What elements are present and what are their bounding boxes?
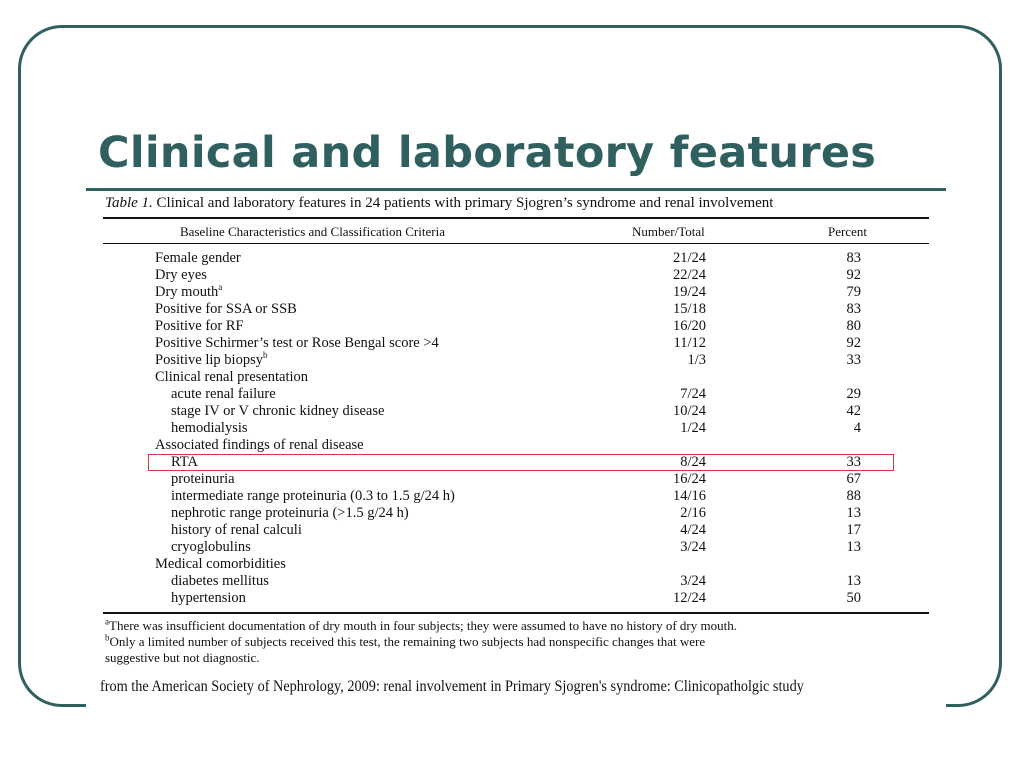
header-number: Number/Total <box>632 224 705 239</box>
row-number-total: 16/20 <box>672 318 706 334</box>
table-row <box>86 522 946 539</box>
row-percent: 79 <box>846 284 861 300</box>
row-label-text: diabetes mellitus <box>171 573 269 589</box>
row-number-total: 15/18 <box>672 301 706 317</box>
row-label <box>171 522 302 539</box>
table-row <box>86 573 946 590</box>
row-label <box>171 403 384 420</box>
footnote-b-mark: b <box>105 632 110 643</box>
slide-title: Clinical and laboratory features <box>98 128 877 178</box>
table-row <box>86 556 946 573</box>
row-label-text: Associated findings of renal disease <box>155 437 364 453</box>
row-number-total: 19/24 <box>672 284 706 300</box>
row-label-footnote-mark: a <box>218 282 223 293</box>
rta-highlight-box <box>148 454 894 471</box>
row-percent: 83 <box>846 250 861 266</box>
row-number-total: 3/24 <box>680 539 706 555</box>
row-label <box>171 505 409 522</box>
row-label-text: stage IV or V chronic kidney disease <box>171 403 385 419</box>
row-percent: 4 <box>853 420 861 436</box>
table-body <box>86 250 946 607</box>
table-top-rule <box>103 217 929 219</box>
row-label-text: hemodialysis <box>171 420 248 436</box>
row-percent: 50 <box>846 590 861 606</box>
row-percent: 83 <box>846 301 861 317</box>
row-label <box>171 420 248 437</box>
table-row <box>86 590 946 607</box>
row-number-total: 7/24 <box>680 386 706 402</box>
row-label <box>171 471 235 488</box>
table-row <box>86 539 946 556</box>
row-number-total: 12/24 <box>672 590 706 606</box>
row-label-text: Clinical renal presentation <box>155 369 309 385</box>
row-percent: 92 <box>846 267 861 283</box>
table-row <box>86 250 946 267</box>
row-percent: 80 <box>846 318 861 334</box>
table-row <box>86 318 946 335</box>
row-label <box>155 437 364 454</box>
footnote-a-text: There was insufficient documentation of dry mouth in four subjects; they were assumed to have no history of dry mouth. <box>109 618 737 633</box>
row-label <box>155 267 207 284</box>
row-label <box>155 335 439 352</box>
table-caption-text: Clinical and laboratory features in 24 patients with primary Sjogren’s syndrome and renal involvement <box>156 195 774 211</box>
table-row <box>86 471 946 488</box>
row-label-text: Dry eyes <box>155 267 207 283</box>
row-number-total: 1/24 <box>680 420 706 436</box>
row-percent: 17 <box>846 522 861 538</box>
row-label-footnote-mark: b <box>262 350 268 361</box>
footnote-b-text-line1: Only a limited number of subjects received this test, the remaining two subjects had nonspecific changes that were <box>109 634 706 649</box>
row-label <box>171 488 455 505</box>
row-percent: 13 <box>846 539 861 555</box>
row-number-total: 1/3 <box>687 352 706 368</box>
row-label-text: Medical comorbidities <box>155 556 286 572</box>
source-citation: from the American Society of Nephrology, 2009: renal involvement in Primary Sjogren's syndrome: Clinicopatholgic study <box>100 678 804 695</box>
table-bottom-rule <box>103 612 929 614</box>
row-label <box>155 352 267 369</box>
footnote-a <box>105 618 737 634</box>
row-percent: 13 <box>846 573 861 589</box>
row-number-total: 10/24 <box>672 403 706 419</box>
row-percent: 33 <box>846 454 861 470</box>
row-label-text: Positive Schirmer’s test or Rose Bengal score >4 <box>155 335 439 351</box>
row-percent: 92 <box>846 335 861 351</box>
row-label-text: hypertension <box>171 590 246 606</box>
row-percent: 67 <box>846 471 861 487</box>
row-label <box>155 284 222 301</box>
row-percent: 88 <box>846 488 861 504</box>
row-number-total: 4/24 <box>680 522 706 538</box>
row-label-text: Female gender <box>155 250 241 266</box>
row-percent: 33 <box>846 352 861 368</box>
table-row <box>86 369 946 386</box>
table-caption <box>105 195 773 212</box>
table-row <box>86 352 946 369</box>
row-label <box>155 318 244 335</box>
table-caption-prefix: Table 1. <box>105 195 153 211</box>
row-label <box>171 539 251 556</box>
table-row <box>86 301 946 318</box>
row-label <box>171 573 269 590</box>
row-number-total: 14/16 <box>672 488 706 504</box>
row-number-total: 16/24 <box>672 471 706 487</box>
footnote-a-mark: a <box>105 616 109 627</box>
row-label-text: history of renal calculi <box>171 522 302 538</box>
table-row <box>86 488 946 505</box>
table-row <box>86 386 946 403</box>
table-row <box>86 267 946 284</box>
row-label-text: acute renal failure <box>171 386 276 402</box>
table-row <box>86 403 946 420</box>
row-label <box>155 250 241 267</box>
header-percent: Percent <box>828 224 867 239</box>
row-label-text: RTA <box>171 454 198 470</box>
footnote-b <box>105 634 705 650</box>
row-label-text: nephrotic range proteinuria (>1.5 g/24 h) <box>171 505 409 521</box>
row-label-text: Dry mouth <box>155 284 219 300</box>
row-number-total: 3/24 <box>680 573 706 589</box>
row-label-text: Positive lip biopsy <box>155 352 263 368</box>
header-rule <box>103 243 929 244</box>
row-label-text: Positive for SSA or SSB <box>155 301 297 317</box>
row-number-total: 22/24 <box>672 267 706 283</box>
table-row <box>86 437 946 454</box>
table-row <box>86 420 946 437</box>
table-row <box>86 505 946 522</box>
row-label-text: intermediate range proteinuria (0.3 to 1.5 g/24 h) <box>171 488 455 504</box>
row-label <box>171 590 246 607</box>
row-label-text: proteinuria <box>171 471 235 487</box>
row-label <box>155 556 286 573</box>
row-label <box>171 386 276 403</box>
header-criteria: Baseline Characteristics and Classification Criteria <box>180 224 445 239</box>
row-number-total: 2/16 <box>680 505 706 521</box>
row-label <box>155 301 297 318</box>
footnote-b-cont: suggestive but not diagnostic. <box>105 650 260 665</box>
table-image <box>86 191 946 708</box>
row-percent: 13 <box>846 505 861 521</box>
row-percent: 42 <box>846 403 861 419</box>
row-number-total: 8/24 <box>680 454 706 470</box>
row-label <box>155 369 308 386</box>
row-percent: 29 <box>846 386 861 402</box>
table-row <box>86 284 946 301</box>
row-label-text: cryoglobulins <box>171 539 251 555</box>
table-row <box>86 335 946 352</box>
row-number-total: 21/24 <box>672 250 706 266</box>
row-number-total: 11/12 <box>673 335 706 351</box>
row-label-text: Positive for RF <box>155 318 244 334</box>
